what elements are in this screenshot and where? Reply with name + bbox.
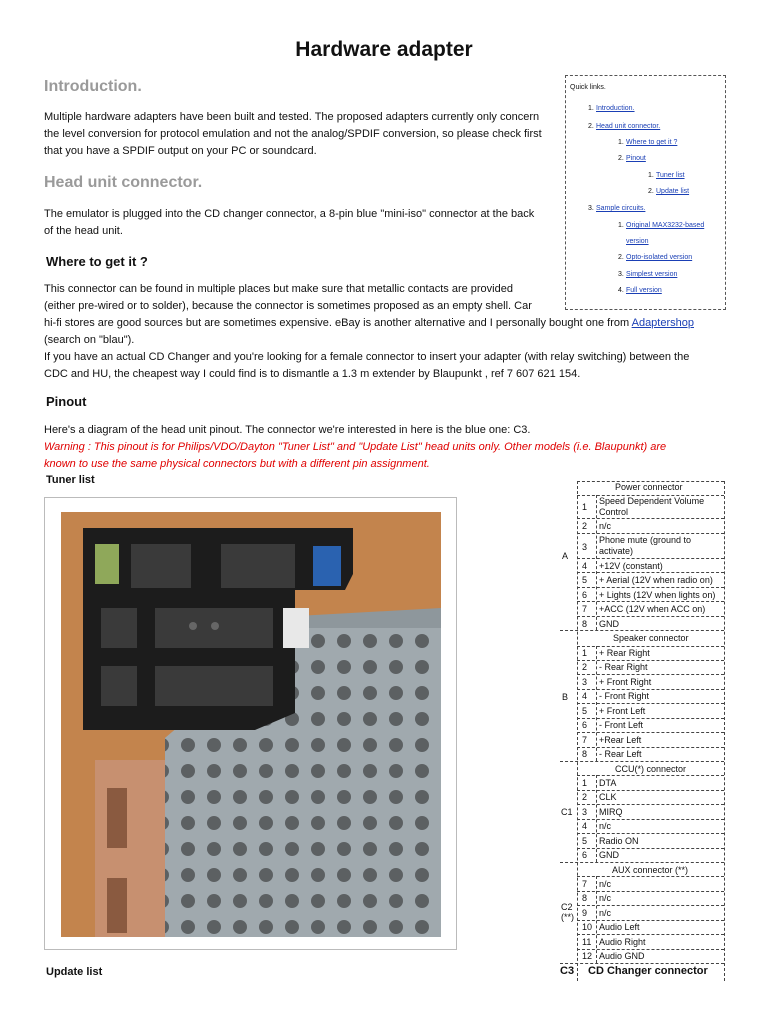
- group-a: A: [562, 551, 569, 561]
- quick-link-tuner-list[interactable]: 1. Tuner list: [648, 172, 685, 179]
- quick-link-original-version[interactable]: version: [626, 238, 649, 245]
- quick-link-introduction[interactable]: 1. Introduction.: [588, 105, 635, 112]
- speaker-header: Speaker connector: [613, 633, 689, 643]
- green-connector: [95, 544, 119, 584]
- power-header: Power connector: [615, 482, 683, 492]
- quick-link-pinout[interactable]: 2. Pinout: [618, 155, 646, 162]
- quick-link-full[interactable]: 4. Full version: [618, 287, 662, 294]
- cd-changer-header: CD Changer connector: [588, 965, 708, 977]
- quick-link-head-unit[interactable]: 2. Head unit connector.: [588, 123, 661, 130]
- connector-illustration: [45, 498, 456, 949]
- quick-link-sample-circuits[interactable]: 3. Sample circuits.: [588, 205, 646, 212]
- quick-link-simplest[interactable]: 3. Simplest version: [618, 271, 678, 278]
- pinout-text: Here's a diagram of the head unit pinout. The connector we're interested in here is the blue one: C3. Warning : This pinout is for Philips/VDO/Dayton "Tuner List" and "Update List" head units only. Other models (i.e. Blaupunkt) are known to use the same physical connectors but with a different pin assignment.: [44, 424, 667, 470]
- intro-text: Multiple hardware adapters have been built and tested. The proposed adapters currently only concern the level conversion for protocol emulation and not the analog/SPDIF conversion, so please check first that you have a SPDIF output on your PC or soundcard.: [44, 111, 542, 157]
- aux-header: AUX connector (**): [612, 865, 689, 875]
- group-c2: C2: [561, 902, 573, 912]
- update-list-label: Update list: [46, 966, 103, 978]
- group-c3: C3: [560, 965, 575, 977]
- tuner-list-label: Tuner list: [46, 474, 95, 486]
- adaptershop-link[interactable]: Adaptershop: [631, 317, 694, 329]
- group-b: B: [562, 692, 569, 702]
- quick-link-where[interactable]: 1. Where to get it ?: [618, 139, 678, 146]
- warning-text: Warning : This pinout is for Philips/VDO/Dayton "Tuner List" and "Update List" head units only. Other models (i.e. Blaupunkt) are: [44, 441, 667, 453]
- head-unit-text: The emulator is plugged into the CD changer connector, a 8-pin blue "mini-iso" connector at the back of the head unit.: [44, 208, 535, 237]
- pinout-heading: Pinout: [46, 394, 87, 409]
- where-heading: Where to get it ?: [46, 254, 148, 269]
- quick-links-box: [565, 75, 726, 310]
- quick-link-original-max3232[interactable]: 1. Original MAX3232-based: [618, 222, 705, 229]
- intro-heading: Introduction.: [44, 78, 142, 95]
- quick-links-title: Quick links.: [570, 84, 606, 91]
- group-c1: C1: [561, 807, 573, 817]
- quick-link-update-list[interactable]: 2. Update list: [648, 188, 690, 195]
- head-unit-photo: [44, 497, 457, 950]
- quick-link-opto[interactable]: 2. Opto-isolated version: [618, 254, 693, 261]
- head-unit-heading: Head unit connector.: [44, 174, 203, 191]
- page-title: Hardware adapter: [295, 38, 473, 61]
- where-text: This connector can be found in multiple places but make sure that metallic contacts are provided (either pre-wired or to solder), because the connector is sometimes proposed as an empty shell. Car hi-fi stores are good sources but are sometimes expensive. eBay is another alternative and I personally bought one from Adaptershop (search on "blau"). If you have an actual CD Changer and you're looking for a female connector to insert your adapter (with relay switching) between the CDC and HU, the cheapest way I could find is to dismantle a 1.3 m extender by Blaupunkt , ref 7 607 621 154.: [44, 283, 694, 380]
- ccu-header: CCU(*) connector: [615, 764, 687, 774]
- blue-connector-c3: [313, 546, 341, 586]
